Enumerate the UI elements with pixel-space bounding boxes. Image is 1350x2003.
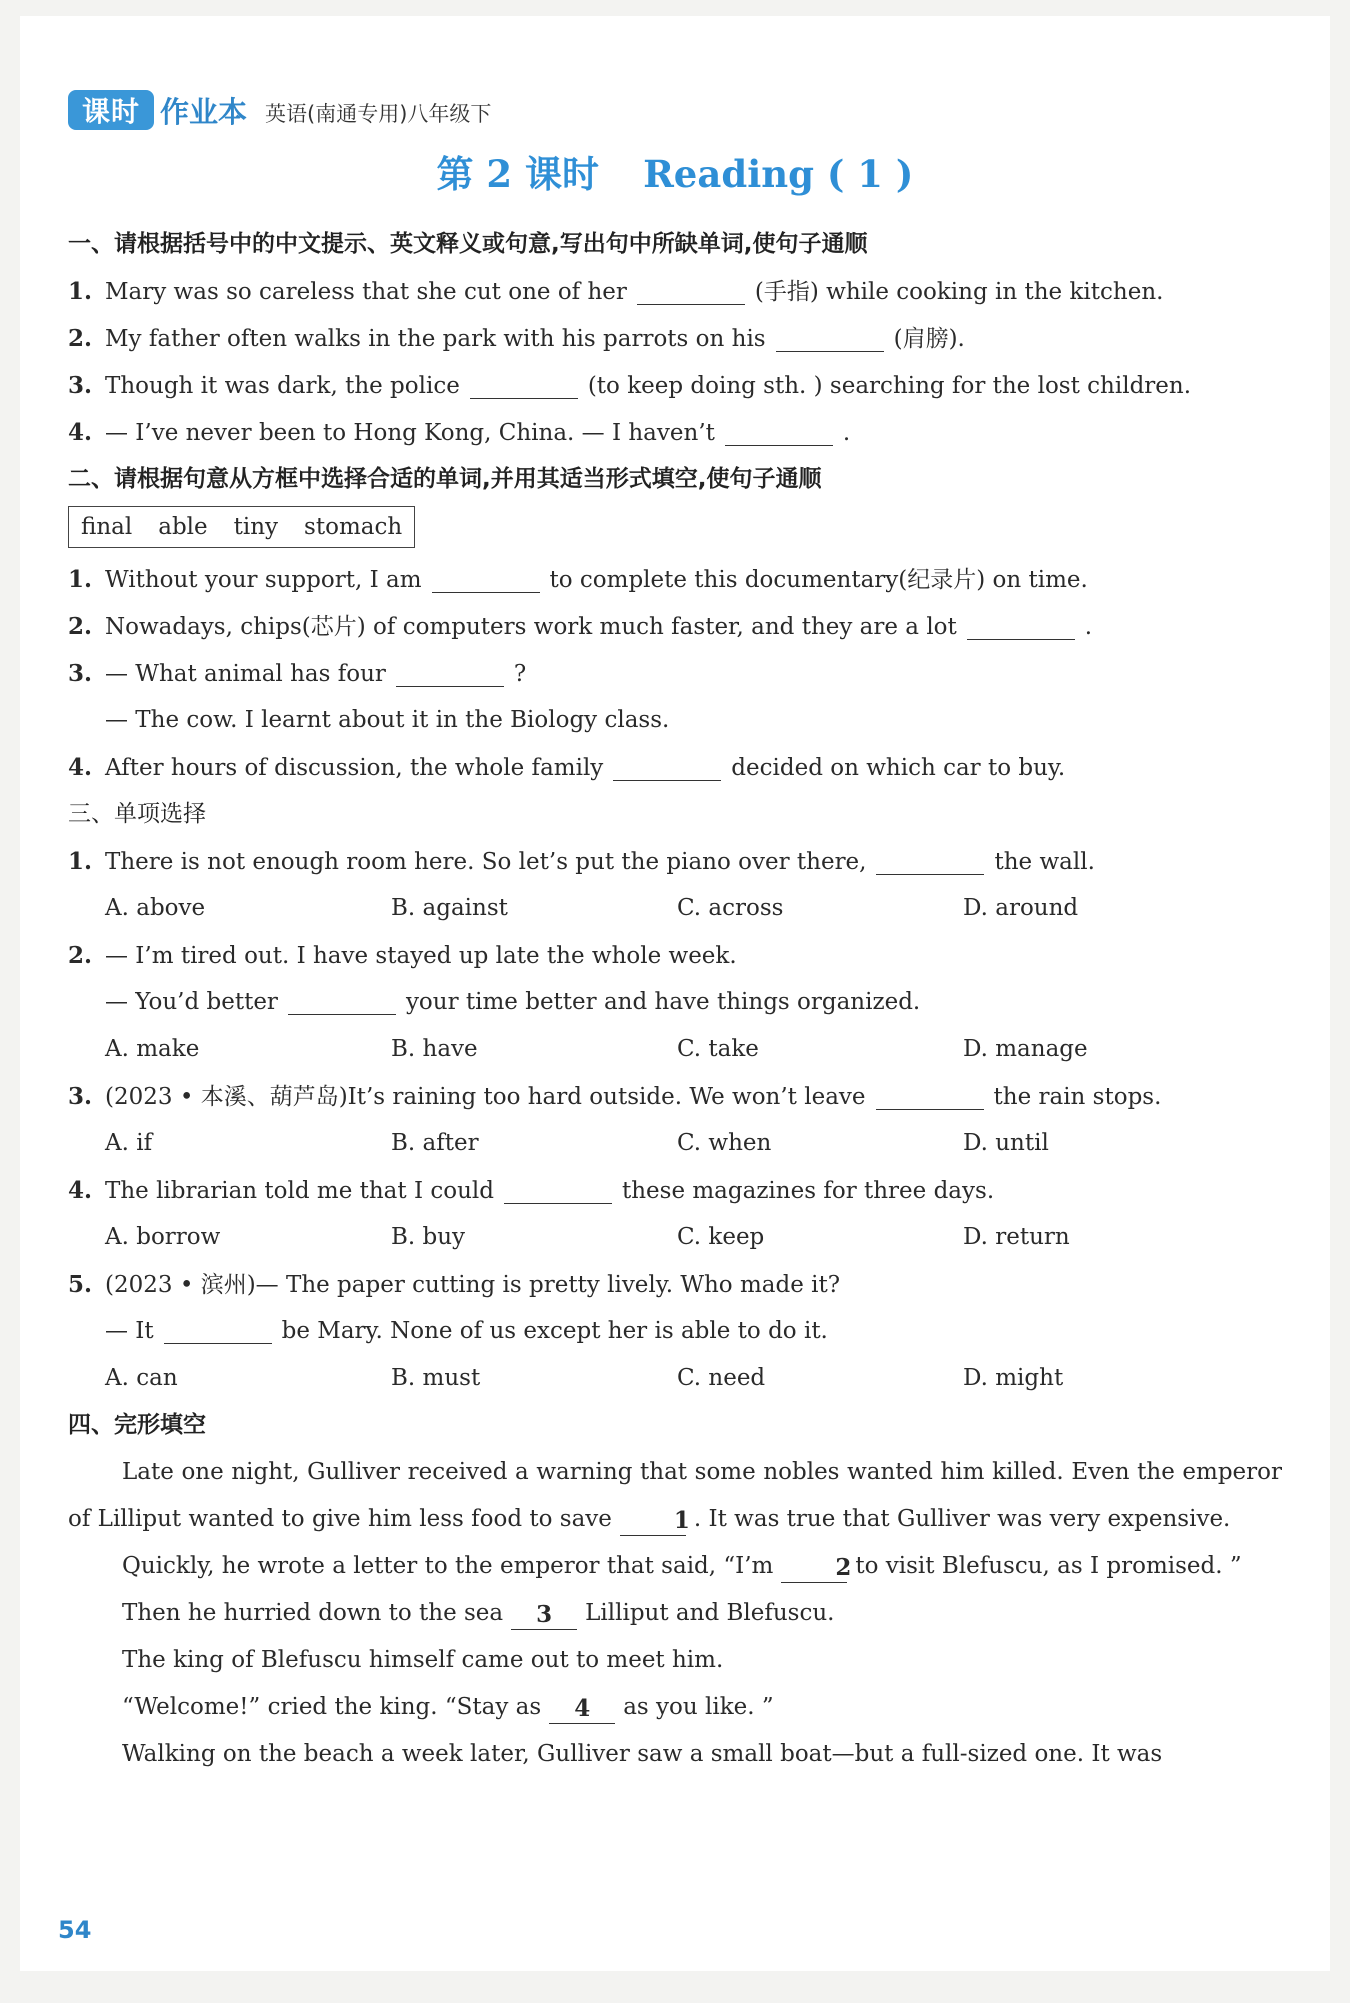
question-number: 2. (68, 942, 93, 969)
passage-paragraph (68, 1543, 1282, 1590)
question-number: 1. (68, 848, 93, 875)
option[interactable]: B. after (391, 1130, 479, 1156)
question-text: Nowadays, chips(芯片) of computers work much faster, and they are a lot (105, 614, 957, 640)
question-text: — It (105, 1318, 154, 1344)
options-row (68, 885, 1282, 932)
word-option: tiny (233, 514, 279, 540)
option[interactable]: D. manage (963, 1036, 1088, 1062)
question (68, 1073, 1282, 1120)
question-text: The librarian told me that I could (105, 1178, 494, 1204)
question-number: 2. (68, 613, 93, 640)
question (68, 650, 1282, 697)
question (68, 1167, 1282, 1214)
question-text: be Mary. None of us except her is able to do it. (281, 1318, 828, 1344)
option[interactable]: A. make (105, 1036, 200, 1062)
passage-paragraph (68, 1590, 1282, 1637)
question (68, 556, 1282, 603)
answer-blank[interactable] (776, 325, 884, 352)
question-text: the wall. (994, 849, 1095, 875)
lesson-name: Reading ( 1 ) (643, 152, 914, 196)
section-heading: 二、请根据句意从方框中选择合适的单词,并用其适当形式填空,使句子通顺 (68, 466, 822, 492)
option[interactable]: C. take (677, 1036, 759, 1062)
cloze-blank[interactable]: 3 (511, 1602, 577, 1630)
answer-blank[interactable] (470, 372, 578, 399)
lesson-number: 第 2 课时 (436, 152, 600, 196)
passage-paragraph (68, 1684, 1282, 1731)
answer-blank[interactable] (164, 1317, 272, 1344)
question-number: 1. (68, 278, 93, 305)
passage-text: to visit Blefuscu, as I promised. ” (855, 1553, 1242, 1579)
question-text: Without your support, I am (105, 567, 422, 593)
option[interactable]: C. across (677, 895, 784, 921)
lesson-title (20, 144, 1330, 198)
question (68, 744, 1282, 791)
passage-text: Quickly, he wrote a letter to the emperor that said, “I’m (122, 1553, 774, 1579)
word-option: stomach (304, 514, 403, 540)
option[interactable]: D. until (963, 1130, 1049, 1156)
section-heading: 一、请根据括号中的中文提示、英文释义或句意,写出句中所缺单词,使句子通顺 (68, 231, 868, 257)
word-box-row (68, 503, 1282, 556)
question (68, 838, 1282, 885)
option[interactable]: C. when (677, 1130, 772, 1156)
question-text: ? (513, 661, 527, 687)
answer-blank[interactable] (613, 754, 721, 781)
answer-blank[interactable] (504, 1177, 612, 1204)
word-box (68, 506, 415, 548)
option[interactable]: D. around (963, 895, 1079, 921)
answer-blank[interactable] (288, 988, 396, 1015)
cloze-blank[interactable]: 1 (620, 1508, 686, 1536)
option[interactable]: A. can (105, 1365, 178, 1391)
question (68, 362, 1282, 409)
question (68, 1261, 1282, 1308)
workbook-page (20, 16, 1330, 1971)
question-text: the rain stops. (993, 1084, 1162, 1110)
question-number: 4. (68, 754, 93, 781)
question-number: 3. (68, 660, 93, 687)
header (68, 84, 491, 136)
question-number: 5. (68, 1271, 93, 1298)
option[interactable]: C. need (677, 1365, 766, 1391)
question (68, 315, 1282, 362)
question-text: . (842, 420, 851, 446)
passage-paragraph: Walking on the beach a week later, Gulliver saw a small boat—but a full-sized one. It was (122, 1741, 1163, 1767)
option[interactable]: B. have (391, 1036, 478, 1062)
option[interactable]: D. return (963, 1224, 1070, 1250)
option[interactable]: B. against (391, 895, 508, 921)
option[interactable]: A. if (105, 1130, 153, 1156)
question (68, 932, 1282, 979)
passage-text: Late one night, Gulliver received a warning that some nobles wanted him killed. Even the emperor of Lilliput wanted to give him less food to save (68, 1459, 1282, 1532)
option[interactable]: B. buy (391, 1224, 466, 1250)
page-number: 54 (58, 1916, 92, 1944)
question-line (68, 979, 1282, 1026)
section-heading: 三、单项选择 (68, 801, 206, 827)
passage-paragraph (68, 1449, 1282, 1543)
question-line (68, 1308, 1282, 1355)
cloze-blank[interactable]: 2 (781, 1555, 847, 1583)
word-option: able (158, 514, 208, 540)
answer-blank[interactable] (725, 419, 833, 446)
question-text: (to keep doing sth. ) searching for the lost children. (587, 373, 1192, 399)
option[interactable]: A. borrow (105, 1224, 221, 1250)
question-number: 3. (68, 372, 93, 399)
exercise-content (68, 221, 1282, 1778)
answer-blank[interactable] (876, 848, 984, 875)
cloze-blank[interactable]: 4 (549, 1696, 615, 1724)
question-text: (肩膀). (893, 326, 965, 352)
question-text: After hours of discussion, the whole family (105, 755, 604, 781)
question-number: 3. (68, 1083, 93, 1110)
question (68, 603, 1282, 650)
question-text: to complete this documentary(纪录片) on time. (549, 567, 1088, 593)
question-text: (2023 • 滨州)— The paper cutting is pretty lively. Who made it? (105, 1272, 841, 1298)
question-text: — You’d better (105, 989, 278, 1015)
passage-text: “Welcome!” cried the king. “Stay as (122, 1694, 542, 1720)
question-number: 1. (68, 566, 93, 593)
question-text: (2023 • 本溪、葫芦岛)It’s raining too hard outside. We won’t leave (105, 1084, 866, 1110)
question (68, 268, 1282, 315)
question-number: 2. (68, 325, 93, 352)
question-text: — I’m tired out. I have stayed up late the whole week. (105, 943, 737, 969)
passage-text: Then he hurried down to the sea (122, 1600, 504, 1626)
options-row (68, 1214, 1282, 1261)
logo-text: 作业本 (160, 94, 248, 129)
question-text: There is not enough room here. So let’s put the piano over there, (105, 849, 867, 875)
question-text: Mary was so careless that she cut one of her (105, 279, 627, 305)
answer-blank[interactable] (637, 278, 745, 305)
options-row (68, 1120, 1282, 1167)
answer-blank[interactable] (876, 1083, 984, 1110)
word-option: final (81, 514, 133, 540)
question-text: your time better and have things organized. (405, 989, 921, 1015)
passage-text: as you like. ” (623, 1694, 774, 1720)
question (68, 409, 1282, 456)
question-number: 4. (68, 1177, 93, 1204)
question-line: — The cow. I learnt about it in the Biology class. (105, 707, 670, 733)
book-subtitle: 英语(南通专用)八年级下 (265, 102, 492, 126)
question-text: — I’ve never been to Hong Kong, China. — I haven’t (105, 420, 715, 446)
question-text: My father often walks in the park with his parrots on his (105, 326, 766, 352)
option[interactable]: A. above (105, 895, 206, 921)
question-text: — What animal has four (105, 661, 386, 687)
question-text: decided on which car to buy. (731, 755, 1066, 781)
question-text: these magazines for three days. (621, 1178, 995, 1204)
answer-blank[interactable] (432, 566, 540, 593)
answer-blank[interactable] (967, 613, 1075, 640)
passage-paragraph: The king of Blefuscu himself came out to meet him. (122, 1647, 724, 1673)
question-text: Though it was dark, the police (105, 373, 460, 399)
options-row (68, 1355, 1282, 1402)
question-number: 4. (68, 419, 93, 446)
option[interactable]: C. keep (677, 1224, 765, 1250)
question-text: (手指) while cooking in the kitchen. (754, 279, 1164, 305)
option[interactable]: D. might (963, 1365, 1064, 1391)
logo: 课时 (68, 90, 154, 130)
answer-blank[interactable] (396, 660, 504, 687)
options-row (68, 1026, 1282, 1073)
question-text: . (1084, 614, 1093, 640)
passage-text: Lilliput and Blefuscu. (585, 1600, 835, 1626)
passage-text: . It was true that Gulliver was very expensive. (693, 1506, 1231, 1532)
section-heading: 四、完形填空 (68, 1412, 206, 1438)
option[interactable]: B. must (391, 1365, 481, 1391)
